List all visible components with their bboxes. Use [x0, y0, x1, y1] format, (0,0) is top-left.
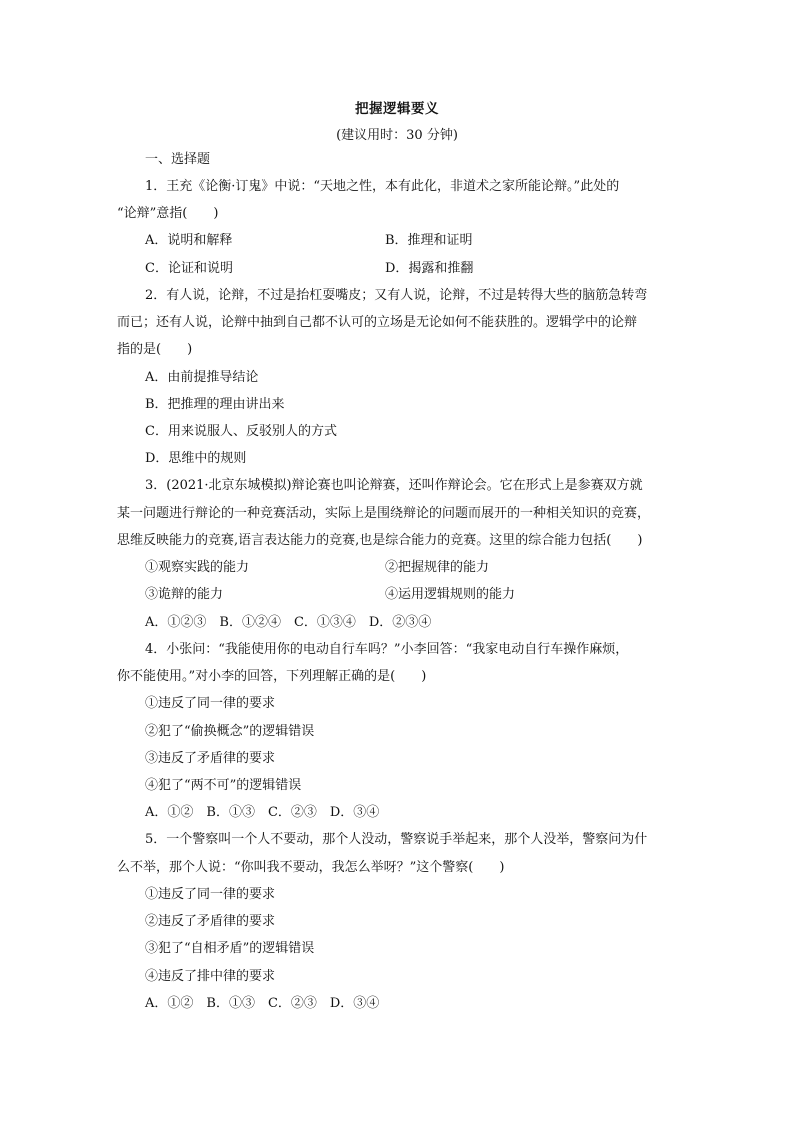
question-5-item-3: ③犯了“自相矛盾”的逻辑错误 [145, 941, 315, 956]
question-5-item-2: ②违反了矛盾律的要求 [145, 914, 276, 929]
question-4-answers: A．①② B．①③ C．②③ D．③④ [145, 805, 380, 820]
question-3-answers: A．①②③ B．①②④ C．①③④ D．②③④ [145, 615, 432, 630]
question-2-option-d: D．思维中的规则 [145, 451, 247, 466]
question-4-line-2: 你不能使用。”对小李的回答，下列理解正确的是( ) [117, 669, 427, 684]
question-2-line-3: 指的是( ) [117, 342, 193, 357]
question-2-line-1: 2．有人说，论辩，不过是抬杠耍嘴皮；又有人说，论辩，不过是转得大些的脑筋急转弯 [145, 288, 648, 303]
question-5-item-4: ④违反了排中律的要求 [145, 969, 276, 984]
question-3-line-1: 3．(2021·北京东城模拟)辩论赛也叫论辩赛，还叫作辩论会。它在形式上是参赛双方就 [145, 478, 643, 493]
question-1-option-c: C．论证和说明 [145, 261, 233, 276]
question-1-option-a: A．说明和解释 [145, 233, 233, 248]
question-4-item-4: ④犯了“两不可”的逻辑错误 [145, 778, 302, 793]
question-3-item-2: ②把握规律的能力 [385, 560, 490, 575]
question-5-line-2: 么不举，那个人说：“你叫我不要动，我怎么举呀？”这个警察( ) [117, 860, 505, 875]
question-2-option-a: A．由前提推导结论 [145, 370, 259, 385]
question-4-item-3: ③违反了矛盾律的要求 [145, 751, 276, 766]
question-1-option-b: B．推理和证明 [385, 233, 473, 248]
section-heading: 一、选择题 [145, 152, 211, 167]
question-4-line-1: 4．小张问：“我能使用你的电动自行车吗？”小李回答：“我家电动自行车操作麻烦， [145, 642, 629, 657]
question-5-line-1: 5．一个警察叫一个人不要动，那个人没动，警察说手举起来，那个人没举，警察问为什 [145, 832, 648, 847]
question-2-option-c: C．用来说服人、反驳别人的方式 [145, 424, 337, 439]
document-title: 把握逻辑要义 [355, 101, 439, 117]
document-subtitle: (建议用时：30 分钟) [336, 128, 458, 143]
question-3-line-2: 某一问题进行辩论的一种竞赛活动，实际上是围绕辩论的问题而展开的一种相关知识的竞赛， [117, 506, 651, 521]
question-5-answers: A．①② B．①③ C．②③ D．③④ [145, 996, 380, 1011]
question-3-item-4: ④运用逻辑规则的能力 [385, 587, 516, 602]
question-1-option-d: D．揭露和推翻 [385, 261, 474, 276]
question-4-item-2: ②犯了“偷换概念”的逻辑错误 [145, 724, 315, 739]
question-3-line-3: 思维反映能力的竞赛,语言表达能力的竞赛,也是综合能力的竞赛。这里的综合能力包括( ) [117, 533, 643, 548]
question-2-option-b: B．把推理的理由讲出来 [145, 397, 285, 412]
question-3-item-3: ③诡辩的能力 [145, 587, 224, 602]
question-1-line-1: 1．王充《论衡·订鬼》中说：“天地之性，本有此化，非道术之家所能论辩。”此处的 [145, 179, 620, 194]
question-2-line-2: 而已；还有人说，论辩中抽到自己都不认可的立场是无论如何不能获胜的。逻辑学中的论辩 [117, 315, 638, 330]
question-5-item-1: ①违反了同一律的要求 [145, 887, 276, 902]
question-3-item-1: ①观察实践的能力 [145, 560, 250, 575]
question-4-item-1: ①违反了同一律的要求 [145, 696, 276, 711]
question-1-line-2: “论辩”意指( ) [117, 206, 219, 221]
